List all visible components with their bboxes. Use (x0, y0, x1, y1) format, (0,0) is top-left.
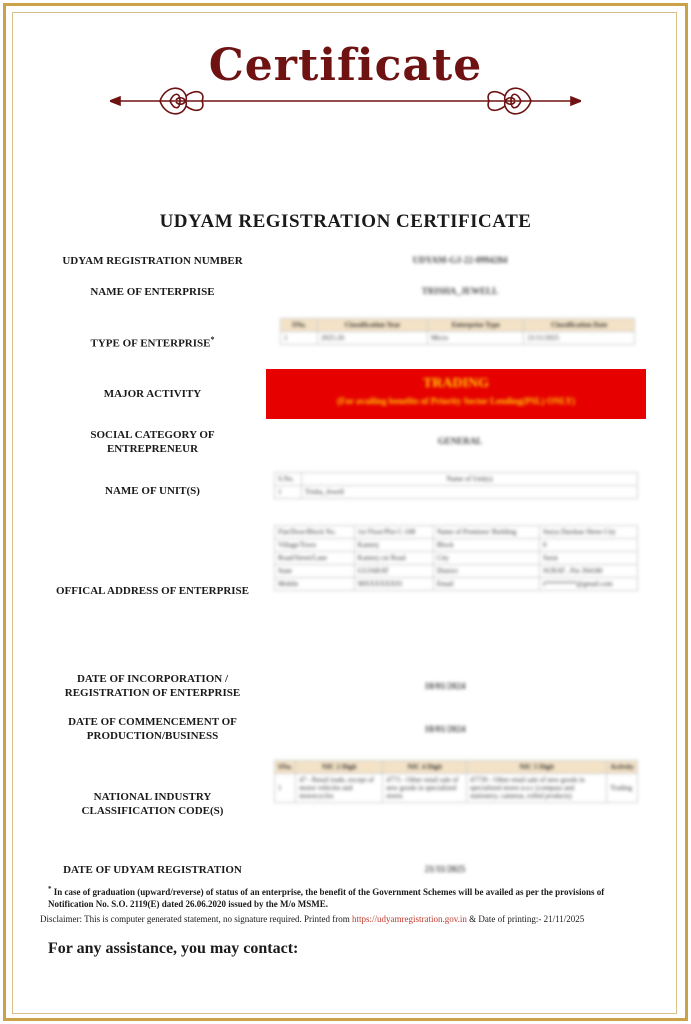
table-header: Activity (607, 761, 638, 774)
table-row (275, 526, 638, 539)
table-cell: District (433, 565, 539, 578)
label-line: DATE OF COMMENCEMENT OF (68, 716, 237, 728)
label-line: REGISTRATION OF ENTERPRISE (64, 687, 241, 699)
label-registration-number: UDYAM REGISTRATION NUMBER (62, 255, 243, 267)
table-cell: 4773 - Other retail sale of new goods in specialized stores (383, 774, 467, 803)
table-cell: Kamrej (354, 539, 433, 552)
table-row (275, 774, 638, 803)
table-cell: Village/Town (275, 539, 355, 552)
table-cell: Surya Darshan Shree City (539, 526, 637, 539)
table-cell: 2025-26 (318, 332, 428, 345)
nic-codes-table (274, 760, 638, 803)
table-cell: 21/11/2025 (524, 332, 635, 345)
table-row (275, 552, 638, 565)
decorative-flourish-icon (110, 78, 581, 124)
disclaimer (40, 914, 660, 924)
label-enterprise-name: NAME OF ENTERPRISE (90, 286, 215, 298)
label-nic-codes (40, 790, 265, 818)
label-enterprise-type-text: TYPE OF ENTERPRISE (90, 337, 211, 350)
table-header: SNo. (281, 319, 318, 332)
table-cell: S.No. (275, 473, 302, 486)
disclaimer-suffix: & Date of printing:- 21/11/2025 (469, 914, 585, 924)
label-line: SOCIAL CATEGORY OF (90, 429, 215, 441)
table-header: SNo. (275, 761, 296, 774)
table-cell: City (433, 552, 539, 565)
table-cell: 98XXXXXX93 (354, 578, 433, 591)
udyam-date-value: 21/11/2025 (424, 864, 466, 874)
label-line: DATE OF INCORPORATION / (76, 673, 229, 685)
label-udyam-date: DATE OF UDYAM REGISTRATION (63, 864, 242, 876)
udyam-portal-link[interactable]: https://udyamregistration.gov.in (352, 914, 467, 924)
table-cell: Block (433, 539, 539, 552)
social-category-value: GENERAL (437, 436, 483, 446)
table-cell: 47739 - Other retail sale of new goods in specialized stores n.e.c (compass and stationery, cameras, rolled products) (467, 774, 607, 803)
enterprise-type-table (280, 318, 635, 345)
table-cell: 1 (275, 486, 302, 499)
major-activity-banner (266, 369, 646, 419)
label-line: NATIONAL INDUSTRY (93, 791, 212, 803)
enterprise-name-value: TRISHA_JEWELL (421, 286, 499, 296)
table-header: NIC 2 Digit (296, 761, 383, 774)
table-cell: 1 (281, 332, 318, 345)
label-line: PRODUCTION/BUSINESS (86, 730, 219, 742)
certificate-title: Certificate (208, 40, 483, 91)
table-cell: Name of Unit(s) (302, 473, 638, 486)
units-table (274, 472, 638, 499)
table-cell: GUJARAT (354, 565, 433, 578)
activity-main: TRADING (422, 376, 490, 391)
registration-number-value: UDYAM-GJ-22-0994284 (412, 255, 508, 265)
table-cell: Surat (539, 552, 637, 565)
incorporation-date-value: 18/01/2024 (424, 681, 466, 691)
contact-heading: For any assistance, you may contact: (48, 940, 299, 957)
footnote-star: * (48, 885, 52, 893)
label-line: ENTREPRENEUR (106, 443, 199, 455)
activity-sub: (For availing benefits of Priority Sector Lending(PSL) ONLY) (336, 396, 576, 406)
table-cell: t*********@gmail.com (539, 578, 637, 591)
table-cell: State (275, 565, 355, 578)
table-cell: Flat/Door/Block No. (275, 526, 355, 539)
footnote (48, 883, 642, 910)
table-row (275, 539, 638, 552)
table-cell: Trading (607, 774, 638, 803)
table-cell: Trisha_Jewell (302, 486, 638, 499)
table-cell: 47 - Retail trade, except of motor vehicles and motorcycles (296, 774, 383, 803)
table-cell: Mobile (275, 578, 355, 591)
table-cell: 0 (539, 539, 637, 552)
table-row (275, 565, 638, 578)
page-title: UDYAM REGISTRATION CERTIFICATE (159, 211, 532, 232)
table-header: NIC 5 Digit (467, 761, 607, 774)
table-row (275, 486, 638, 499)
table-cell: Road/Street/Lane (275, 552, 355, 565)
label-social-category (40, 428, 265, 456)
table-header: Enterprise Type (428, 319, 524, 332)
label-unit-names: NAME OF UNIT(S) (105, 485, 200, 497)
table-cell: 1st Floor/Plot C-108 (354, 526, 433, 539)
table-row (281, 332, 635, 345)
table-cell: 1 (275, 774, 296, 803)
label-incorporation-date (40, 672, 265, 700)
label-commencement-date (40, 715, 265, 743)
table-cell: Name of Premises/ Building (433, 526, 539, 539)
table-cell: SURAT , Pin 394180 (539, 565, 637, 578)
label-official-address: OFFICAL ADDRESS OF ENTERPRISE (55, 585, 250, 597)
table-row (275, 578, 638, 591)
table-header: Classification Date (524, 319, 635, 332)
table-header: NIC 4 Digit (383, 761, 467, 774)
footnote-text: In case of graduation (upward/reverse) of status of an enterprise, the benefit of the Government Schemes will be availed as per the provisions of Notification No. S.O. 2119(E) dated 26.06.2020 issued by the M/o MSME. (48, 887, 605, 909)
label-line: CLASSIFICATION CODE(S) (81, 805, 224, 817)
table-cell: Email (433, 578, 539, 591)
address-table (274, 525, 638, 591)
table-cell: Kamrej cut Road (354, 552, 433, 565)
disclaimer-prefix: Disclaimer: This is computer generated statement, no signature required. Printed from (40, 914, 350, 924)
footnote-marker: * (210, 335, 215, 344)
table-cell: Micro (428, 332, 524, 345)
label-major-activity: MAJOR ACTIVITY (103, 388, 202, 400)
table-header: Classification Year (318, 319, 428, 332)
label-enterprise-type (40, 333, 265, 351)
commencement-date-value: 18/01/2024 (424, 724, 466, 734)
